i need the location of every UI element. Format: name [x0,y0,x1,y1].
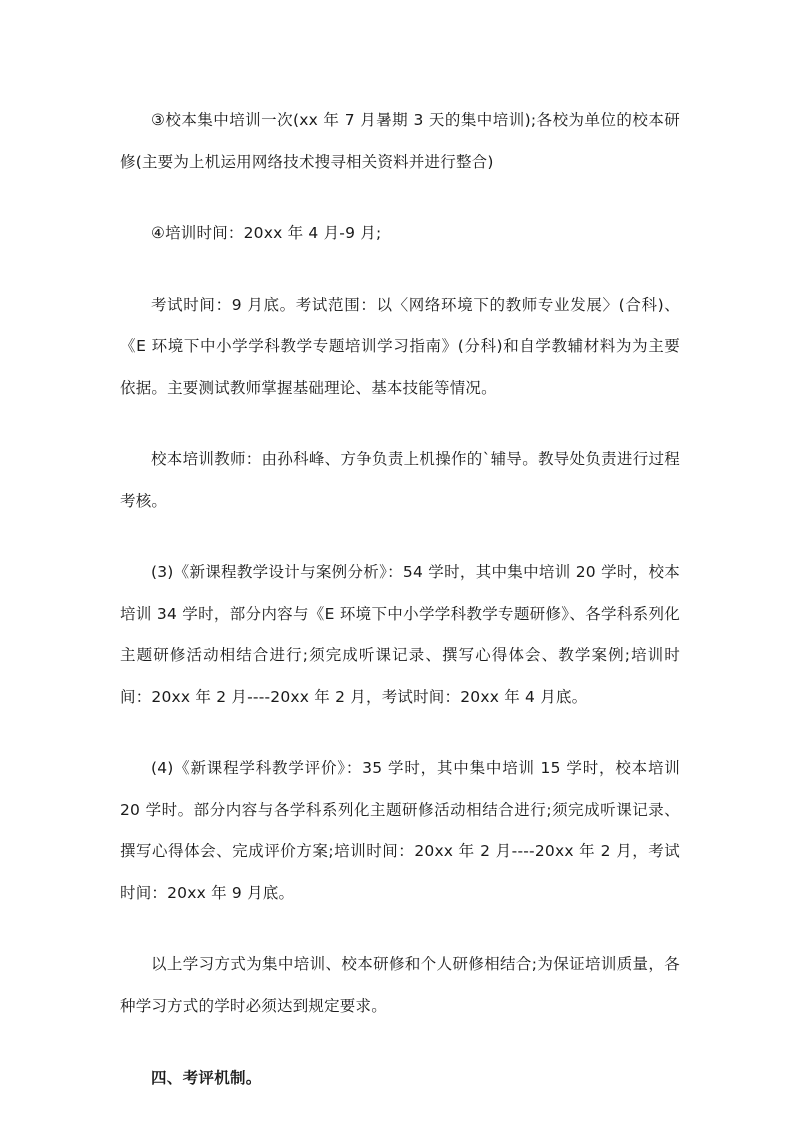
paragraph-course-design: (3)《新课程教学设计与案例分析》：54 学时，其中集中培训 20 学时，校本培训 34 学时，部分内容与《E 环境下中小学学科教学专题研修》、各学科系列化主题研修活动相结合进行;须完成听课记录、撰写心得体会、教学案例;培训时间：20xx 年 2 月----20xx 年 2 月，考试时间：20xx 年 4 月底。 [120,563,680,706]
paragraph-school-training: ③校本集中培训一次(xx 年 7 月暑期 3 天的集中培训);各校为单位的校本研修(主要为上机运用网络技术搜寻相关资料并进行整合) [120,111,680,171]
paragraph-course-evaluation: (4)《新课程学科教学评价》：35 学时，其中集中培训 15 学时，校本培训 20 学时。部分内容与各学科系列化主题研修活动相结合进行;须完成听课记录、撰写心得体会、完成评价方案;培训时间：20xx 年 2 月----20xx 年 2 月，考试时间：20xx 年 9 月底。 [120,759,680,902]
paragraph-study-methods: 以上学习方式为集中培训、校本研修和个人研修相结合;为保证培训质量，各种学习方式的学时必须达到规定要求。 [120,955,680,1015]
paragraph-training-time: ④培训时间：20xx 年 4 月-9 月; [151,224,382,242]
paragraph-school-teachers: 校本培训教师：由孙科峰、方争负责上机操作的`辅导。教导处负责进行过程考核。 [120,450,680,510]
document-body [120,100,680,1100]
paragraph-exam-info: 考试时间：9 月底。考试范围：以〈网络环境下的教师专业发展〉(合科)、《E 环境下中小学学科教学专题培训学习指南》(分科)和自学教辅材料为为主要依据。主要测试教师掌握基础理论、基本技能等情况。 [120,295,680,397]
section-heading: 四、考评机制。 [151,1069,262,1087]
